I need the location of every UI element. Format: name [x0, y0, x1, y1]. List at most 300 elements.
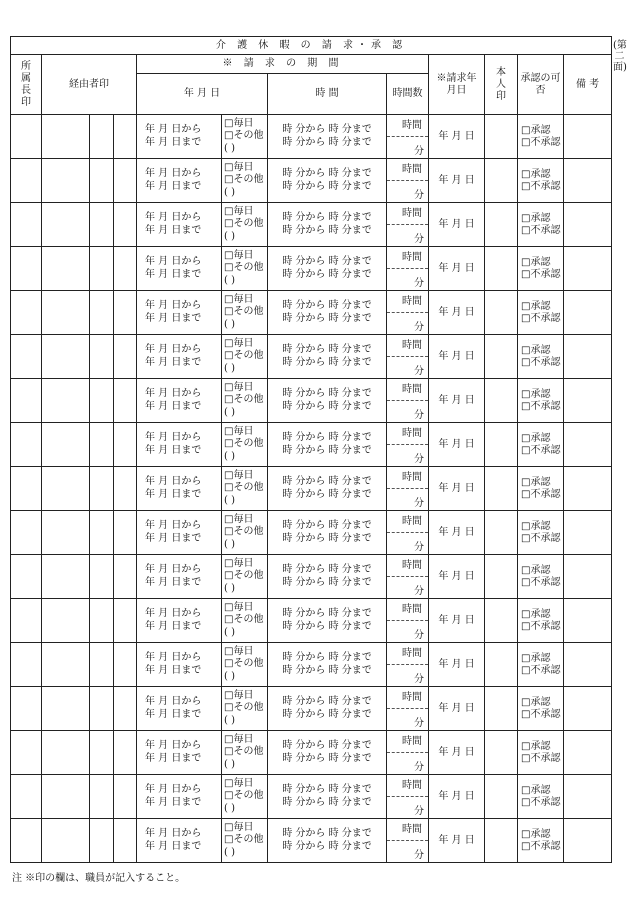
- approval-cell[interactable]: [518, 643, 564, 687]
- hours-count-cell[interactable]: [387, 511, 429, 555]
- time-range-cell[interactable]: [268, 687, 387, 731]
- dept-head-seal-cell[interactable]: [11, 511, 42, 555]
- via-seal-cell[interactable]: [90, 555, 114, 599]
- request-date-cell[interactable]: 年 月 日: [429, 423, 485, 467]
- hours-count-cell[interactable]: [387, 159, 429, 203]
- dept-head-seal-cell[interactable]: [11, 423, 42, 467]
- hours-count-cell[interactable]: [387, 599, 429, 643]
- date-range-cell[interactable]: [137, 247, 222, 291]
- via-seal-cell[interactable]: [114, 203, 137, 247]
- time-range-cell[interactable]: [268, 335, 387, 379]
- daily-checkbox[interactable]: □毎日: [224, 161, 254, 173]
- via-seal-cell[interactable]: [114, 247, 137, 291]
- via-seal-cell[interactable]: [90, 203, 114, 247]
- other-detail-field[interactable]: ( ): [224, 362, 235, 374]
- via-seal-cell[interactable]: [90, 511, 114, 555]
- time-range-second: 時 分から 時 分まで: [282, 224, 372, 236]
- via-seal-cell[interactable]: [90, 291, 114, 335]
- dept-head-seal-cell[interactable]: [11, 819, 42, 863]
- frequency-cell[interactable]: [222, 819, 268, 863]
- daily-checkbox[interactable]: □毎日: [224, 381, 254, 393]
- dept-head-seal-cell[interactable]: [11, 731, 42, 775]
- hours-unit: 時間: [387, 203, 428, 225]
- approve-checkbox[interactable]: □承認: [521, 257, 551, 268]
- request-date-cell[interactable]: 年 月 日: [429, 775, 485, 819]
- via-seal-cell[interactable]: [90, 643, 114, 687]
- minutes-unit: 分: [414, 673, 424, 685]
- approve-checkbox[interactable]: □承認: [521, 785, 551, 796]
- via-seal-cell[interactable]: [42, 687, 90, 731]
- time-range-cell[interactable]: [268, 291, 387, 335]
- other-checkbox[interactable]: □その他: [224, 702, 264, 714]
- daily-checkbox[interactable]: □毎日: [224, 425, 254, 437]
- other-checkbox[interactable]: □その他: [224, 526, 264, 538]
- other-detail-field[interactable]: ( ): [224, 142, 235, 154]
- disapprove-checkbox[interactable]: □不承認: [521, 664, 561, 676]
- date-range-cell[interactable]: [137, 379, 222, 423]
- via-seal-cell[interactable]: [90, 379, 114, 423]
- daily-checkbox[interactable]: □毎日: [224, 513, 254, 525]
- time-range-cell[interactable]: [268, 423, 387, 467]
- approval-cell[interactable]: [518, 819, 564, 863]
- date-range-cell[interactable]: [137, 775, 222, 819]
- via-seal-cell[interactable]: [42, 159, 90, 203]
- self-seal-cell[interactable]: [485, 775, 518, 819]
- date-range-cell[interactable]: [137, 467, 222, 511]
- frequency-cell[interactable]: [222, 335, 268, 379]
- remarks-cell[interactable]: [564, 379, 612, 423]
- disapprove-checkbox[interactable]: □不承認: [521, 576, 561, 588]
- via-seal-cell[interactable]: [42, 203, 90, 247]
- self-seal-cell[interactable]: [485, 247, 518, 291]
- frequency-cell[interactable]: [222, 555, 268, 599]
- dept-head-seal-cell[interactable]: [11, 203, 42, 247]
- remarks-cell[interactable]: [564, 819, 612, 863]
- request-date-cell[interactable]: 年 月 日: [429, 819, 485, 863]
- daily-checkbox[interactable]: □毎日: [224, 337, 254, 349]
- frequency-cell[interactable]: [222, 247, 268, 291]
- frequency-cell[interactable]: [222, 291, 268, 335]
- via-seal-cell[interactable]: [42, 511, 90, 555]
- approval-cell[interactable]: [518, 511, 564, 555]
- via-seal-cell[interactable]: [90, 115, 114, 159]
- other-detail-field[interactable]: ( ): [224, 406, 235, 418]
- remarks-cell[interactable]: [564, 511, 612, 555]
- approve-checkbox[interactable]: □承認: [521, 521, 551, 532]
- date-range-cell[interactable]: [137, 555, 222, 599]
- remarks-cell[interactable]: [564, 423, 612, 467]
- other-checkbox[interactable]: □その他: [224, 438, 264, 450]
- self-seal-cell[interactable]: [485, 379, 518, 423]
- other-checkbox[interactable]: □その他: [224, 218, 264, 230]
- time-range-cell[interactable]: [268, 555, 387, 599]
- approve-checkbox[interactable]: □承認: [521, 609, 551, 620]
- hours-count-cell[interactable]: [387, 819, 429, 863]
- dept-head-seal-cell[interactable]: [11, 115, 42, 159]
- time-range-first: 時 分から 時 分まで: [282, 563, 372, 575]
- approval-cell[interactable]: [518, 115, 564, 159]
- date-to-text: 年 月 日まで: [145, 444, 202, 456]
- time-range-cell[interactable]: [268, 247, 387, 291]
- disapprove-checkbox[interactable]: □不承認: [521, 312, 561, 324]
- via-seal-cell[interactable]: [90, 687, 114, 731]
- daily-checkbox[interactable]: □毎日: [224, 557, 254, 569]
- approval-cell[interactable]: [518, 687, 564, 731]
- hours-unit: 時間: [387, 335, 428, 357]
- approve-checkbox[interactable]: □承認: [521, 433, 551, 444]
- request-date-cell[interactable]: 年 月 日: [429, 643, 485, 687]
- via-seal-cell[interactable]: [114, 599, 137, 643]
- daily-checkbox[interactable]: □毎日: [224, 733, 254, 745]
- via-seal-cell[interactable]: [42, 467, 90, 511]
- hours-count-cell[interactable]: [387, 335, 429, 379]
- via-seal-cell[interactable]: [42, 335, 90, 379]
- remarks-cell[interactable]: [564, 203, 612, 247]
- hours-count-cell[interactable]: [387, 291, 429, 335]
- self-seal-cell[interactable]: [485, 511, 518, 555]
- disapprove-checkbox[interactable]: □不承認: [521, 356, 561, 368]
- request-date-cell[interactable]: 年 月 日: [429, 247, 485, 291]
- approve-checkbox[interactable]: □承認: [521, 301, 551, 312]
- via-seal-cell[interactable]: [114, 379, 137, 423]
- other-checkbox[interactable]: □その他: [224, 790, 264, 802]
- dept-head-seal-cell[interactable]: [11, 555, 42, 599]
- remarks-cell[interactable]: [564, 775, 612, 819]
- daily-checkbox[interactable]: □毎日: [224, 645, 254, 657]
- via-seal-cell[interactable]: [42, 247, 90, 291]
- other-checkbox[interactable]: □その他: [224, 482, 264, 494]
- time-range-cell[interactable]: [268, 159, 387, 203]
- date-range-cell[interactable]: [137, 511, 222, 555]
- hours-count-cell[interactable]: [387, 115, 429, 159]
- approve-checkbox[interactable]: □承認: [521, 345, 551, 356]
- date-range-cell[interactable]: [137, 599, 222, 643]
- request-date-cell[interactable]: 年 月 日: [429, 599, 485, 643]
- via-seal-cell[interactable]: [114, 819, 137, 863]
- disapprove-checkbox[interactable]: □不承認: [521, 488, 561, 500]
- hours-unit: 時間: [387, 291, 428, 313]
- other-checkbox[interactable]: □その他: [224, 350, 264, 362]
- approve-checkbox[interactable]: □承認: [521, 169, 551, 180]
- hours-count-cell[interactable]: [387, 775, 429, 819]
- request-date-cell[interactable]: 年 月 日: [429, 687, 485, 731]
- other-detail-field[interactable]: ( ): [224, 626, 235, 638]
- date-range-cell[interactable]: [137, 423, 222, 467]
- disapprove-checkbox[interactable]: □不承認: [521, 268, 561, 280]
- via-seal-cell[interactable]: [42, 555, 90, 599]
- approve-checkbox[interactable]: □承認: [521, 697, 551, 708]
- daily-checkbox[interactable]: □毎日: [224, 689, 254, 701]
- frequency-cell[interactable]: [222, 511, 268, 555]
- other-checkbox[interactable]: □その他: [224, 834, 264, 846]
- via-seal-cell[interactable]: [90, 335, 114, 379]
- via-seal-cell[interactable]: [42, 291, 90, 335]
- via-seal-cell[interactable]: [42, 423, 90, 467]
- approve-checkbox[interactable]: □承認: [521, 125, 551, 136]
- time-range-cell[interactable]: [268, 467, 387, 511]
- self-seal-cell[interactable]: [485, 159, 518, 203]
- time-range-cell[interactable]: [268, 599, 387, 643]
- date-from-text: 年 月 日から: [145, 783, 202, 795]
- remarks-cell[interactable]: [564, 247, 612, 291]
- date-range-cell[interactable]: [137, 643, 222, 687]
- time-range-cell[interactable]: [268, 379, 387, 423]
- via-seal-cell[interactable]: [42, 599, 90, 643]
- other-checkbox[interactable]: □その他: [224, 306, 264, 318]
- daily-checkbox[interactable]: □毎日: [224, 469, 254, 481]
- leave-row: [11, 203, 612, 247]
- via-seal-cell[interactable]: [90, 775, 114, 819]
- via-seal-cell[interactable]: [90, 467, 114, 511]
- remarks-cell[interactable]: [564, 687, 612, 731]
- approve-checkbox[interactable]: □承認: [521, 565, 551, 576]
- self-seal-cell[interactable]: [485, 467, 518, 511]
- other-checkbox[interactable]: □その他: [224, 394, 264, 406]
- date-range-cell[interactable]: [137, 115, 222, 159]
- frequency-cell[interactable]: [222, 643, 268, 687]
- via-seal-cell[interactable]: [90, 159, 114, 203]
- via-seal-cell[interactable]: [114, 115, 137, 159]
- time-range-cell[interactable]: [268, 643, 387, 687]
- dept-head-seal-cell[interactable]: [11, 379, 42, 423]
- request-date-cell[interactable]: 年 月 日: [429, 335, 485, 379]
- approval-cell[interactable]: [518, 731, 564, 775]
- dept-head-seal-cell[interactable]: [11, 643, 42, 687]
- daily-checkbox[interactable]: □毎日: [224, 601, 254, 613]
- self-seal-cell[interactable]: [485, 731, 518, 775]
- request-date-cell[interactable]: 年 月 日: [429, 115, 485, 159]
- other-detail-field[interactable]: ( ): [224, 538, 235, 550]
- via-seal-cell[interactable]: [114, 511, 137, 555]
- other-checkbox[interactable]: □その他: [224, 614, 264, 626]
- other-detail-field[interactable]: ( ): [224, 494, 235, 506]
- approve-checkbox[interactable]: □承認: [521, 213, 551, 224]
- via-seal-cell[interactable]: [114, 423, 137, 467]
- remarks-cell[interactable]: [564, 555, 612, 599]
- request-date-cell[interactable]: 年 月 日: [429, 511, 485, 555]
- hours-count-cell[interactable]: [387, 643, 429, 687]
- frequency-cell[interactable]: [222, 599, 268, 643]
- other-detail-field[interactable]: ( ): [224, 582, 235, 594]
- self-seal-cell[interactable]: [485, 423, 518, 467]
- approval-cell[interactable]: [518, 423, 564, 467]
- via-seal-cell[interactable]: [42, 775, 90, 819]
- remarks-cell[interactable]: [564, 335, 612, 379]
- dept-head-seal-cell[interactable]: [11, 291, 42, 335]
- date-range-cell[interactable]: [137, 203, 222, 247]
- daily-checkbox[interactable]: □毎日: [224, 205, 254, 217]
- hours-count-cell[interactable]: [387, 203, 429, 247]
- via-seal-cell[interactable]: [42, 643, 90, 687]
- other-detail-field[interactable]: ( ): [224, 318, 235, 330]
- via-seal-cell[interactable]: [42, 115, 90, 159]
- daily-checkbox[interactable]: □毎日: [224, 117, 254, 129]
- self-seal-cell[interactable]: [485, 687, 518, 731]
- date-range-cell[interactable]: [137, 731, 222, 775]
- approval-cell[interactable]: [518, 291, 564, 335]
- approval-cell[interactable]: [518, 203, 564, 247]
- dept-head-seal-cell[interactable]: [11, 159, 42, 203]
- via-seal-cell[interactable]: [114, 775, 137, 819]
- approval-cell[interactable]: [518, 555, 564, 599]
- hours-count-cell[interactable]: [387, 555, 429, 599]
- other-detail-field[interactable]: ( ): [224, 450, 235, 462]
- via-seal-cell[interactable]: [42, 379, 90, 423]
- remarks-cell[interactable]: [564, 643, 612, 687]
- other-detail-field[interactable]: ( ): [224, 274, 235, 286]
- approval-cell[interactable]: [518, 775, 564, 819]
- self-seal-cell[interactable]: [485, 115, 518, 159]
- frequency-cell[interactable]: [222, 159, 268, 203]
- hours-count-cell[interactable]: [387, 379, 429, 423]
- hours-count-cell[interactable]: [387, 687, 429, 731]
- remarks-cell[interactable]: [564, 115, 612, 159]
- remarks-cell[interactable]: [564, 599, 612, 643]
- approval-cell[interactable]: [518, 159, 564, 203]
- via-seal-cell[interactable]: [114, 335, 137, 379]
- time-range-cell[interactable]: [268, 115, 387, 159]
- via-seal-cell[interactable]: [42, 731, 90, 775]
- frequency-cell[interactable]: [222, 467, 268, 511]
- disapprove-checkbox[interactable]: □不承認: [521, 224, 561, 236]
- approve-checkbox[interactable]: □承認: [521, 389, 551, 400]
- via-seal-cell[interactable]: [114, 159, 137, 203]
- frequency-cell[interactable]: [222, 115, 268, 159]
- self-seal-cell[interactable]: [485, 291, 518, 335]
- frequency-cell[interactable]: [222, 423, 268, 467]
- dept-head-seal-cell[interactable]: [11, 467, 42, 511]
- disapprove-checkbox[interactable]: □不承認: [521, 532, 561, 544]
- via-seal-cell[interactable]: [90, 247, 114, 291]
- dept-head-seal-cell[interactable]: [11, 335, 42, 379]
- disapprove-checkbox[interactable]: □不承認: [521, 620, 561, 632]
- dept-head-seal-cell[interactable]: [11, 247, 42, 291]
- remarks-cell[interactable]: [564, 159, 612, 203]
- date-range-cell[interactable]: [137, 687, 222, 731]
- self-seal-cell[interactable]: [485, 643, 518, 687]
- other-checkbox[interactable]: □その他: [224, 262, 264, 274]
- other-checkbox[interactable]: □その他: [224, 658, 264, 670]
- request-date-cell[interactable]: 年 月 日: [429, 203, 485, 247]
- via-seal-header: 経由者印: [42, 55, 137, 115]
- date-range-cell[interactable]: [137, 291, 222, 335]
- approval-cell[interactable]: [518, 335, 564, 379]
- dept-head-seal-cell[interactable]: [11, 599, 42, 643]
- self-seal-cell[interactable]: [485, 335, 518, 379]
- via-seal-cell[interactable]: [90, 731, 114, 775]
- frequency-cell[interactable]: [222, 687, 268, 731]
- other-detail-field[interactable]: ( ): [224, 714, 235, 726]
- via-seal-cell[interactable]: [90, 599, 114, 643]
- time-range-cell[interactable]: [268, 203, 387, 247]
- disapprove-checkbox[interactable]: □不承認: [521, 752, 561, 764]
- request-date-cell[interactable]: 年 月 日: [429, 291, 485, 335]
- approval-cell[interactable]: [518, 599, 564, 643]
- via-seal-cell[interactable]: [90, 423, 114, 467]
- dept-head-seal-cell[interactable]: [11, 775, 42, 819]
- request-date-cell[interactable]: 年 月 日: [429, 379, 485, 423]
- request-date-cell[interactable]: 年 月 日: [429, 555, 485, 599]
- disapprove-checkbox[interactable]: □不承認: [521, 708, 561, 720]
- disapprove-checkbox[interactable]: □不承認: [521, 180, 561, 192]
- hours-count-cell[interactable]: [387, 423, 429, 467]
- other-checkbox[interactable]: □その他: [224, 130, 264, 142]
- via-seal-cell[interactable]: [114, 555, 137, 599]
- other-detail-field[interactable]: ( ): [224, 846, 235, 858]
- request-date-cell[interactable]: 年 月 日: [429, 731, 485, 775]
- time-range-cell[interactable]: [268, 511, 387, 555]
- other-checkbox[interactable]: □その他: [224, 570, 264, 582]
- approval-cell[interactable]: [518, 247, 564, 291]
- remarks-cell[interactable]: [564, 731, 612, 775]
- date-range-cell[interactable]: [137, 819, 222, 863]
- disapprove-checkbox[interactable]: □不承認: [521, 796, 561, 808]
- dept-head-seal-cell[interactable]: [11, 687, 42, 731]
- frequency-cell[interactable]: [222, 775, 268, 819]
- frequency-cell[interactable]: [222, 203, 268, 247]
- daily-checkbox[interactable]: □毎日: [224, 777, 254, 789]
- other-detail-field[interactable]: ( ): [224, 758, 235, 770]
- via-seal-cell[interactable]: [42, 819, 90, 863]
- disapprove-checkbox[interactable]: □不承認: [521, 136, 561, 148]
- approve-checkbox[interactable]: □承認: [521, 653, 551, 664]
- via-seal-cell[interactable]: [90, 819, 114, 863]
- other-detail-field[interactable]: ( ): [224, 670, 235, 682]
- disapprove-checkbox[interactable]: □不承認: [521, 400, 561, 412]
- remarks-cell[interactable]: [564, 291, 612, 335]
- via-seal-cell[interactable]: [114, 467, 137, 511]
- approve-checkbox[interactable]: □承認: [521, 477, 551, 488]
- request-date-cell[interactable]: 年 月 日: [429, 159, 485, 203]
- date-range-cell[interactable]: [137, 159, 222, 203]
- approval-cell[interactable]: [518, 467, 564, 511]
- approve-checkbox[interactable]: □承認: [521, 741, 551, 752]
- frequency-cell[interactable]: [222, 379, 268, 423]
- other-checkbox[interactable]: □その他: [224, 746, 264, 758]
- remarks-cell[interactable]: [564, 467, 612, 511]
- other-checkbox[interactable]: □その他: [224, 174, 264, 186]
- self-seal-cell[interactable]: [485, 555, 518, 599]
- daily-checkbox[interactable]: □毎日: [224, 293, 254, 305]
- other-detail-field[interactable]: ( ): [224, 186, 235, 198]
- hours-count-cell[interactable]: [387, 247, 429, 291]
- time-range-cell[interactable]: [268, 775, 387, 819]
- time-range-first: 時 分から 時 分まで: [282, 299, 372, 311]
- self-seal-cell[interactable]: [485, 599, 518, 643]
- other-detail-field[interactable]: ( ): [224, 230, 235, 242]
- other-detail-field[interactable]: ( ): [224, 802, 235, 814]
- daily-checkbox[interactable]: □毎日: [224, 249, 254, 261]
- disapprove-checkbox[interactable]: □不承認: [521, 444, 561, 456]
- self-seal-cell[interactable]: [485, 819, 518, 863]
- approval-cell[interactable]: [518, 379, 564, 423]
- time-range-cell[interactable]: [268, 731, 387, 775]
- request-date-cell[interactable]: 年 月 日: [429, 467, 485, 511]
- via-seal-cell[interactable]: [114, 731, 137, 775]
- hours-count-cell[interactable]: [387, 467, 429, 511]
- date-range-cell[interactable]: [137, 335, 222, 379]
- frequency-cell[interactable]: [222, 731, 268, 775]
- disapprove-checkbox[interactable]: □不承認: [521, 840, 561, 852]
- self-seal-cell[interactable]: [485, 203, 518, 247]
- approve-checkbox[interactable]: □承認: [521, 829, 551, 840]
- time-range-cell[interactable]: [268, 819, 387, 863]
- hours-count-cell[interactable]: [387, 731, 429, 775]
- daily-checkbox[interactable]: □毎日: [224, 821, 254, 833]
- via-seal-cell[interactable]: [114, 643, 137, 687]
- via-seal-cell[interactable]: [114, 687, 137, 731]
- via-seal-cell[interactable]: [114, 291, 137, 335]
